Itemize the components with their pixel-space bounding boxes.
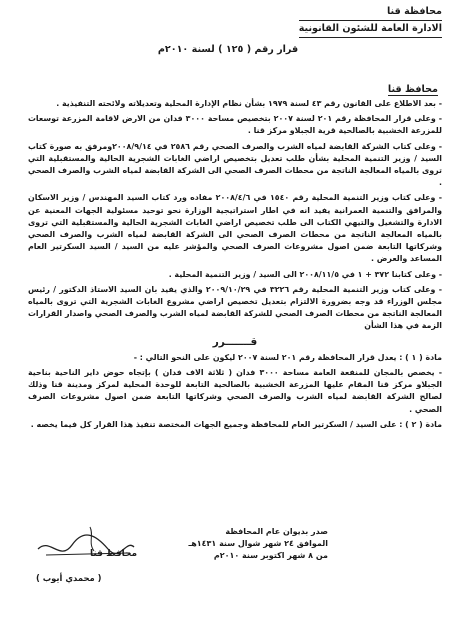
- paragraph: - وعلى كتاب الشركة القابضة لمياه الشرب والصرف الصحي رقم ٢٥٨٦ في ٢٠٠٨/٩/١٤ومرفق به صورة كتاب السيد / وزير التنمية المحلية بشأن طلب تعديل بتخصيص اراضي الغابات الشجرية الحالية والمستقبلية التي تروى بالمياه المعالجة الناتجة من محطات الصرف الصحي الى الشركة القابضة لمياه الشرب والصرف الصحي .: [28, 141, 442, 188]
- article: مادة ( ١ ) : يعدل قرار المحافظة رقم ٢٠١ لسنة ٢٠٠٧ ليكون على النحو التالي : -: [133, 352, 442, 362]
- governorate-name: محافظة قنا: [299, 4, 442, 21]
- department-name: الادارة العامة للشئون القانونية: [299, 21, 442, 38]
- article: مادة ( ٢ ) : على السيد / السكرتير العام للمحافظة وجميع الجهات المختصة تنفيذ هذا القرار كل فيما يخصه .: [30, 419, 442, 429]
- decided-heading: قـــــــرر: [212, 335, 258, 348]
- paragraph: - وعلى كتاب وزير التنمية المحلية رقم ١٥٤٠ في ٢٠٠٨/٤/٦ مفاده ورد كتاب السيد المهندس / وزير الاسكان والمرافق والتنمية العمرانية يفيد انه في اطار استراتيجية الوزارة نحو توحيد مسئولية الجهات المعنية عن الادارة والتشغيل والتيهي الكتاب الى طلب تخصيص اراضي الغابات الشجرية الحالية والمستقبلية التي تروى بالمياه المعالجة الناتجة من محطات الصرف الصحي الى الشركة القابضة لمياه الشرب والصرف الصحي وشركاتها التابعة ضمن اصول مشروعات الصرف الصحي والمؤشر عليه من السيد / السيد السكرتير العام المساعد والعرض .: [28, 193, 442, 264]
- closing-block: [188, 526, 328, 562]
- document-body: [28, 98, 442, 434]
- hijri-date: الموافق ٢٤ شهر شوال سنة ١٤٣١هـ: [188, 539, 328, 548]
- letterhead: [299, 4, 442, 38]
- salutation: محافظ قنا: [387, 84, 438, 95]
- paragraph: - وعلى قرار المحافظة رقم ٢٠١ لسنة ٢٠٠٧ بتخصيص مساحة ٣٠٠٠ فدان من الارض لاقامة المزرعة توسعات للمزرعة الخشبية بالصالحية قرية الجبلاو مركز قنا .: [28, 114, 442, 136]
- signature-title: محافظ قنا: [90, 549, 138, 559]
- decision-number: قرار رقم ( ١٢٥ ) لسنة ٢٠١٠م: [157, 44, 299, 55]
- article: - يخصص بالمجان للمنفعة العامة مساحة ٣٠٠٠ فدان ( ثلاثة الاف فدان ) بإتجاه حوض داير الناحية بناحية الجبلاو مركز قنا المقام عليها المزرعة الخشبية بالصالحية التابعة للوحدة المحلية لمركز ومدينة قنا وذلك لصالح الشركة القابضة لمياه الشرب والصرف الصحي وشركاتها التابعة ضمن اصول مشروعات الصرف الصحي .: [28, 368, 442, 414]
- paragraph: - وعلى كتاب وزير التنمية المحلية رقم ٣٢٢٦ في ٢٠٠٩/١٠/٢٩ والذي يفيد بان السيد الاستاذ الدكتور / رئيس مجلس الوزراء قد وجه بضرورة الالتزام بتعديل تخصيص اراضي مشروع الغابات الشجرية التي تروى بالمياه المعالجة الناتجة من محطات الصرف الصحي للشركة القابضة لمياه الشرب والصرف الصحي واصدار القرارات الزمة في هذا الشأن: [28, 284, 442, 331]
- signatory-name: ( محمدي أيوب ): [36, 573, 102, 583]
- paragraph: - وعلى كتابنا ٣٧٢ + ١ في ٢٠٠٨/١١/٥ الى السيد / وزير التنمية المحلية .: [168, 269, 442, 279]
- signature-scribble: [30, 477, 140, 617]
- issued-line: صدر بديوان عام المحافظة: [225, 527, 328, 536]
- gregorian-date: من ٨ شهر اكتوبر سنة ٢٠١٠م: [213, 551, 328, 560]
- paragraph: - بعد الاطلاع على القانون رقم ٤٣ لسنة ١٩٧٩ بشأن نظام الإدارة المحلية وتعديلاته ولائحته التنفيذية .: [56, 99, 442, 108]
